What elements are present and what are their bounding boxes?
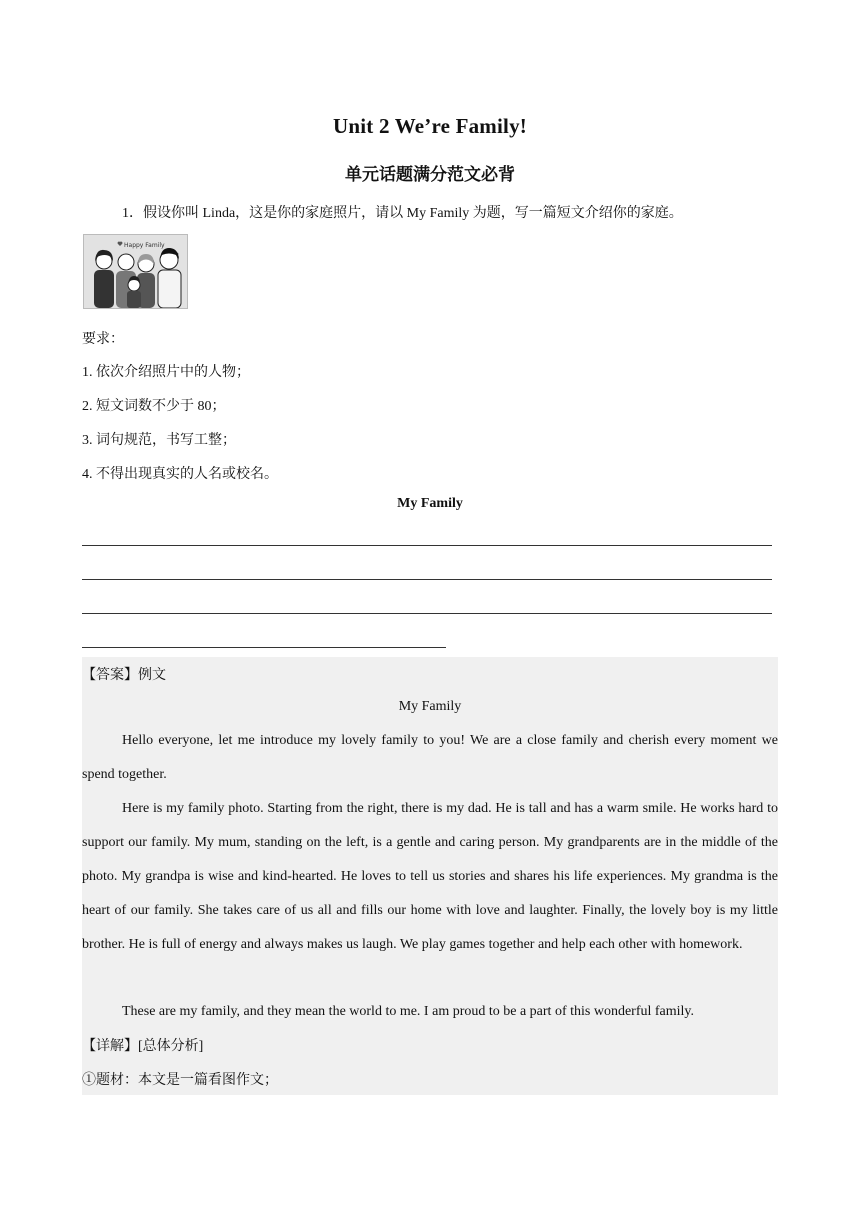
answer-paragraph xyxy=(82,724,778,792)
question-text: 1．假设你叫 Linda，这是你的家庭照片，请以 My Family 为题，写一篇短文介绍你的家庭。 xyxy=(122,206,683,221)
requirement-item: 2. 短文词数不少于 80； xyxy=(82,399,226,414)
writing-line xyxy=(82,579,772,580)
page-subtitle: 单元话题满分范文必背 xyxy=(345,165,515,185)
detail-label: 【详解】[总体分析] xyxy=(82,1039,204,1054)
family-illustration xyxy=(84,235,187,308)
requirement-item: 1. 依次介绍照片中的人物； xyxy=(82,365,250,380)
photo-caption: Happy Family xyxy=(124,242,165,249)
requirements-label: 要求： xyxy=(82,332,124,347)
writing-line xyxy=(82,647,446,648)
paragraph-text: These are my family, and they mean the world to me. I am proud to be a part of this wonderful family. xyxy=(122,1004,695,1019)
requirement-item: 3. 词句规范，书写工整； xyxy=(82,433,236,448)
requirement-item: 4. 不得出现真实的人名或校名。 xyxy=(82,467,278,482)
detail-item: ①题材：本文是一篇看图作文； xyxy=(82,1073,278,1088)
answer-title: My Family xyxy=(398,699,462,714)
writing-line xyxy=(82,613,772,614)
answer-paragraph xyxy=(82,792,778,962)
essay-title: My Family xyxy=(397,496,463,511)
writing-line xyxy=(82,545,772,546)
answer-paragraph xyxy=(82,995,778,1029)
page-title: Unit 2 We’re Family! xyxy=(333,114,527,138)
answer-label: 【答案】例文 xyxy=(82,668,166,683)
paragraph-text: Here is my family photo. Starting from the right, there is my dad. He is tall and has a warm smile. He works hard to support our family. My mum, standing on the left, is a gentle and caring person. My grandparents are in the middle of the photo. My grandpa is wise and kind-hearted. He loves to tell us stories and shares his life experiences. My grandma is the heart of our family. She takes care of us all and fills our home with love and laughter. Finally, the lovely boy is my little brother. He is full of energy and always makes us laugh. We play games together and help each other with homework. xyxy=(82,801,778,952)
paragraph-text: Hello everyone, let me introduce my lovely family to you! We are a close family and cherish every moment we spend together. xyxy=(82,733,778,782)
family-photo xyxy=(83,234,188,309)
